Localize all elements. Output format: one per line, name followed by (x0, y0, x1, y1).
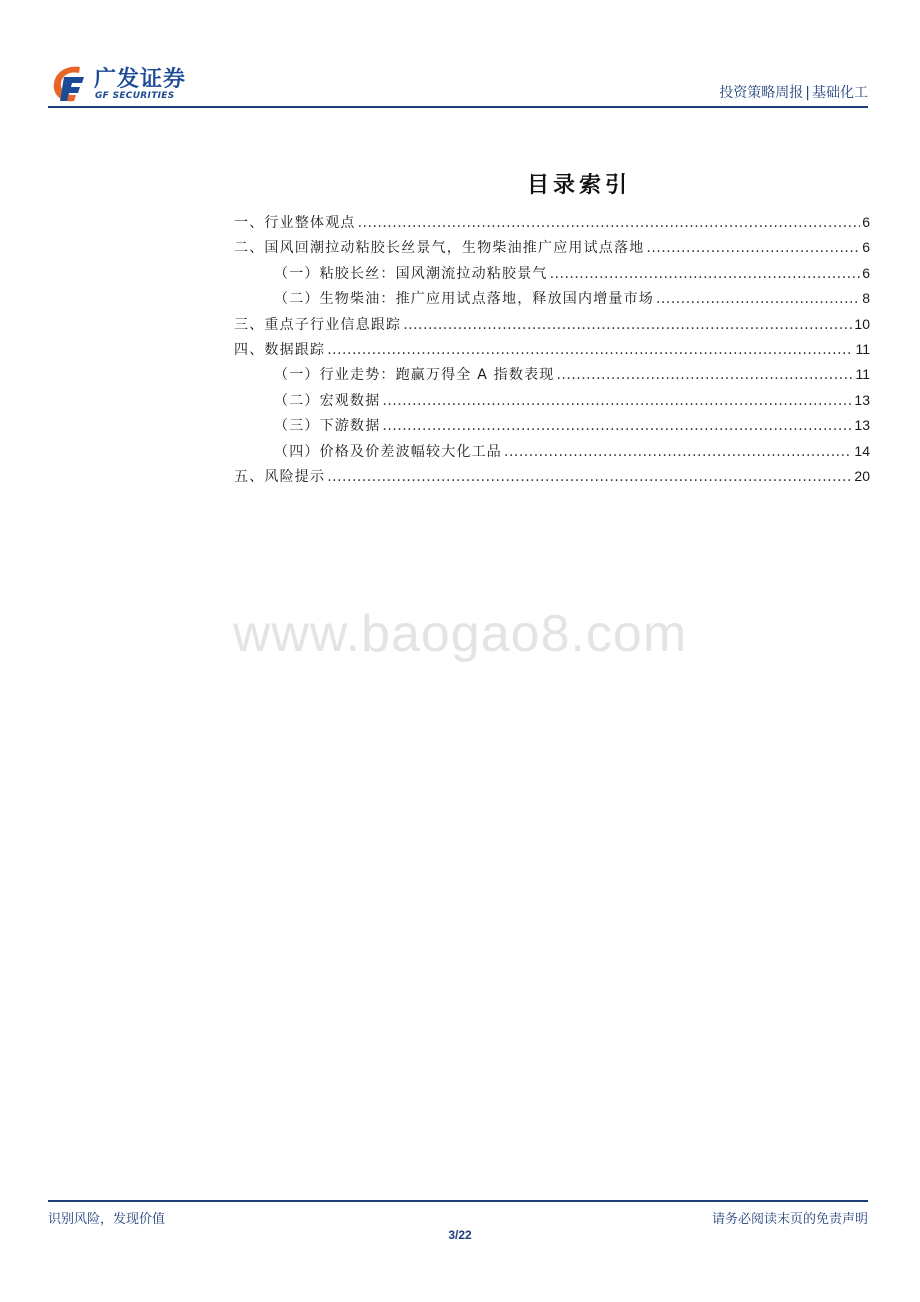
toc-entry-page: 11 (855, 340, 870, 357)
toc-leader-dots (403, 313, 852, 338)
toc-leader-dots (550, 262, 861, 287)
toc-entry[interactable] (234, 439, 870, 464)
toc-leader-dots (656, 287, 860, 312)
toc-leader-dots (327, 338, 853, 363)
footer-disclaimer-note: 请务必阅读末页的免责声明 (711, 1212, 868, 1227)
toc-leader-dots (358, 211, 861, 236)
toc-entry[interactable] (234, 235, 870, 260)
toc-entry[interactable] (234, 337, 870, 362)
toc-entry-page: 6 (862, 239, 870, 256)
toc-entry[interactable] (234, 413, 870, 438)
toc-entry-page: 6 (862, 214, 870, 230)
watermark: www.baogao8.com (232, 605, 688, 663)
header-separator: | (805, 85, 810, 101)
report-sector: 基础化工 (812, 85, 868, 101)
report-type: 投资策略周报 (719, 85, 804, 101)
report-category (719, 82, 868, 102)
toc-leader-dots (382, 389, 852, 414)
logo-chinese-name: 广发证券 (94, 67, 187, 92)
toc-entry[interactable] (234, 286, 870, 311)
toc-entry-label: （一）行业走势：跑赢万得全 A 指数表现 (274, 367, 555, 384)
toc-entry-page: 11 (855, 366, 870, 383)
toc-title: 目录索引 (526, 173, 631, 198)
toc-entry-page: 10 (854, 315, 870, 332)
toc-leader-dots (556, 363, 853, 388)
toc-entry-label: 五、风险提示 (234, 468, 326, 485)
toc-entry-page: 8 (862, 290, 870, 307)
toc-entry-label: 三、重点子行业信息跟踪 (234, 316, 402, 333)
toc-entry-page: 13 (854, 391, 870, 408)
toc-leader-dots (504, 440, 852, 465)
page-header (48, 58, 868, 108)
toc-leader-dots (327, 465, 852, 490)
toc-entry[interactable] (234, 312, 870, 337)
toc-leader-dots (382, 414, 852, 439)
toc-entry[interactable] (234, 464, 870, 489)
toc-entry-label: （二）生物柴油：推广应用试点落地，释放国内增量市场 (274, 291, 654, 308)
toc-entry[interactable] (234, 210, 870, 235)
footer-divider (48, 1200, 868, 1202)
gf-logo-mark-icon (50, 63, 88, 103)
toc-entry-label: （二）宏观数据 (274, 392, 381, 409)
toc-entry-label: （三）下游数据 (274, 418, 381, 435)
toc-entry[interactable] (234, 261, 870, 286)
toc-entry-label: （四）价格及价差波幅较大化工品 (274, 443, 502, 460)
toc-entry-page: 20 (854, 467, 870, 484)
toc-entry-page: 6 (862, 264, 870, 281)
toc-entry-label: 二、国风回潮拉动粘胶长丝景气，生物柴油推广应用试点落地 (234, 240, 645, 257)
gf-securities-logo (48, 58, 198, 106)
footer-slogan: 识别风险，发现价值 (48, 1212, 166, 1227)
header-divider (48, 106, 868, 108)
toc-entry-label: 一、行业整体观点 (234, 215, 356, 231)
toc-entry[interactable] (234, 388, 870, 413)
toc-entry-page: 13 (854, 417, 870, 434)
logo-english-name: GF SECURITIES (95, 91, 175, 101)
toc-entry-label: （一）粘胶长丝：国风潮流拉动粘胶景气 (274, 265, 548, 282)
table-of-contents (234, 210, 870, 489)
toc-leader-dots (646, 236, 860, 261)
toc-entry[interactable] (234, 362, 870, 387)
page-number: 3/22 (448, 1228, 472, 1242)
toc-entry-label: 四、数据跟踪 (234, 341, 326, 358)
toc-entry-page: 14 (854, 442, 870, 459)
